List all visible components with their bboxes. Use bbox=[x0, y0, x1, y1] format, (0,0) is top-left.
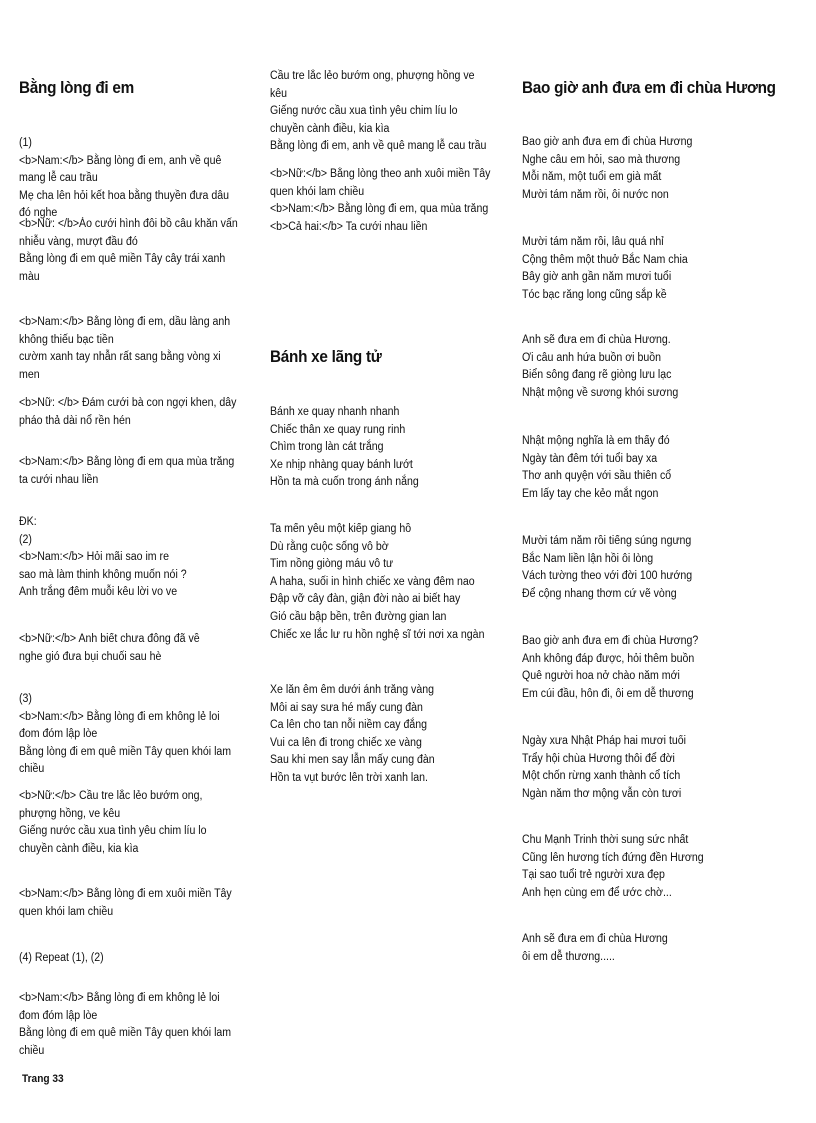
lyric-line: Tóc bạc răng long cũng sắp kề bbox=[522, 288, 667, 301]
lyric-line: Ngàn năm thơ mộng vẫn còn tươi bbox=[522, 787, 682, 800]
lyric-line: <b>Nam:</b> Bằng lòng đi em, dầu làng anh không thiếu bạc tiền bbox=[19, 316, 231, 346]
lyric-line: Mười tám năm rồi, lâu quá nhỉ bbox=[522, 236, 664, 248]
lyric-line: Ca lên cho tan nỗi niềm cay đắng bbox=[270, 719, 428, 732]
lyric-line: cườm xanh tay nhẫn rất sang bằng vòng xi men bbox=[19, 351, 221, 381]
lyric-stanza bbox=[19, 395, 240, 430]
lyric-line: Quê người hoa nở chào năm mới bbox=[522, 670, 680, 683]
lyric-line: Để cộng nhang thơm cứ vẽ vòng bbox=[522, 587, 677, 600]
lyric-line: Một chốn rừng xanh thành cổ tích bbox=[522, 770, 681, 783]
lyric-line: Cộng thêm một thuở Bắc Nam chia bbox=[522, 253, 688, 266]
lyric-line: Em cúi đầu, hôn đi, ôi em dễ thương bbox=[522, 687, 694, 700]
lyric-line: Nhật mộng nghĩa là em thấy đó bbox=[522, 435, 670, 447]
lyric-line: Biển sông đang rẽ giòng lưu lạc bbox=[522, 369, 672, 382]
lyric-line: Hồn ta mà cuốn trong ánh nắng bbox=[270, 476, 419, 489]
lyric-stanza bbox=[270, 68, 491, 156]
lyric-stanza bbox=[522, 134, 743, 204]
lyric-stanza bbox=[19, 216, 240, 286]
lyric-line: <b>Nam:</b> Hỏi mãi sao im re bbox=[19, 551, 169, 564]
lyric-line: Bằng lòng đi em quê miền Tây quen khói lam chiều bbox=[19, 745, 232, 776]
lyric-line: Anh không đáp được, hỏi thêm buồn bbox=[522, 652, 695, 665]
lyric-line: Tại sao tuổi trẻ người xưa đẹp bbox=[522, 869, 665, 882]
lyric-stanza bbox=[19, 314, 240, 384]
lyric-line: (3) bbox=[19, 693, 32, 705]
lyric-stanza bbox=[270, 166, 491, 236]
lyric-line: (4) Repeat (1), (2) bbox=[19, 952, 104, 964]
lyric-line: Em lấy tay che kẻo mắt ngon bbox=[522, 487, 659, 500]
lyric-line: sao mà làm thinh không muốn nói ? bbox=[19, 568, 187, 581]
lyric-stanza bbox=[19, 788, 240, 858]
lyric-line: Chìm trong làn cát trắng bbox=[270, 441, 384, 454]
lyric-line: Nghe câu em hỏi, sao mà thương bbox=[522, 153, 681, 166]
lyric-line: <b>Nam:</b> Bằng lòng đi em, qua mùa trăng bbox=[270, 203, 489, 216]
lyric-line: <b>Nữ:</b> Bằng lòng theo anh xuôi miền Tây quen khói lam chiều bbox=[270, 168, 491, 198]
lyric-stanza bbox=[522, 733, 743, 803]
lyric-stanza bbox=[19, 135, 240, 223]
lyric-line: Ta mến yêu một kiếp giang hồ bbox=[270, 523, 412, 535]
lyric-line: <b>Nam:</b> Bằng lòng đi em, anh về quê mang lễ cau trầu bbox=[19, 154, 222, 185]
lyric-line: <b>Nam:</b> Bằng lòng đi em qua mùa trăng ta cưới nhau liền bbox=[19, 456, 235, 486]
lyric-stanza bbox=[19, 631, 240, 666]
lyric-stanza bbox=[19, 691, 240, 779]
lyric-line: Chiếc thân xe quay rung rinh bbox=[270, 423, 406, 436]
lyric-line: Trẩy hội chùa Hương thôi để đời bbox=[522, 752, 675, 765]
lyric-line: Xe nhịp nhàng quay bánh lướt bbox=[270, 458, 413, 471]
lyric-line: <b>Nam:</b> Bằng lòng đi em xuôi miền Tây quen khói lam chiều bbox=[19, 888, 232, 918]
lyric-line: Bánh xe quay nhanh nhanh bbox=[270, 406, 400, 418]
lyric-line: <b>Nữ: </b>Áo cưới hình đôi bồ câu khăn vấn nhiễu vàng, mượt đầu đó bbox=[19, 218, 238, 248]
lyric-line: A haha, suối in hình chiếc xe vàng đêm nao bbox=[270, 575, 475, 588]
lyric-line: Anh sẽ đưa em đi chùa Hương bbox=[522, 933, 668, 945]
lyric-line: Bao giờ anh đưa em đi chùa Hương? bbox=[522, 635, 699, 647]
lyric-line: (2) bbox=[19, 533, 32, 546]
lyric-line: Anh hẹn cùng em để ước chờ... bbox=[522, 886, 672, 899]
lyric-line: Mẹ cha lên hỏi kết hoa bằng thuyền đưa dâu đó nghe bbox=[19, 189, 230, 220]
lyric-line: Cầu tre lắc lẻo bướm ong, phượng hồng ve kêu bbox=[270, 70, 475, 100]
lyric-line: Xe lăn êm êm dưới ánh trăng vàng bbox=[270, 684, 435, 696]
lyric-stanza bbox=[270, 521, 491, 644]
lyric-line: Chu Mạnh Trinh thời sung sức nhất bbox=[522, 834, 689, 846]
lyric-line: Bây giờ anh gần năm mươi tuổi bbox=[522, 271, 672, 284]
lyric-stanza bbox=[19, 990, 240, 1060]
lyric-stanza bbox=[19, 950, 240, 968]
song-title-bang-long-di-em: Bằng lòng đi em bbox=[19, 78, 134, 97]
lyric-stanza bbox=[19, 886, 240, 921]
lyric-stanza bbox=[522, 633, 743, 703]
lyric-line: Bằng lòng đi em, anh về quê mang lễ cau trầu bbox=[270, 140, 487, 153]
lyric-line: Chiếc xe lắc lư ru hồn nghệ sĩ tới nơi xa ngàn bbox=[270, 628, 485, 641]
lyric-line: <b>Nữ:</b> Anh biết chưa đông đã về bbox=[19, 633, 200, 645]
song-title-bao-gio-anh-dua-em-di-chua-huong: Bao giờ anh đưa em đi chùa Hương bbox=[522, 78, 776, 97]
lyric-line: Mười tám năm rồi, ôi nước non bbox=[522, 188, 669, 201]
lyric-line: Dù rằng cuộc sống vô bờ bbox=[270, 540, 389, 553]
lyric-line: nghe gió đưa bụi chuối sau hè bbox=[19, 650, 162, 663]
lyric-stanza bbox=[522, 832, 743, 902]
lyric-line: Giếng nước cầu xua tình yêu chim líu lo chuyền cành điều, kia kìa bbox=[270, 105, 458, 135]
lyric-line: Bắc Nam liền lận hồi ôi lòng bbox=[522, 552, 654, 565]
lyric-line: (1) bbox=[19, 137, 32, 149]
lyric-line: Hồn ta vụt bước lên trời xanh lan. bbox=[270, 771, 428, 784]
lyric-stanza bbox=[522, 332, 743, 402]
lyric-line: Mỗi năm, một tuổi em già mất bbox=[522, 171, 662, 184]
lyric-line: <b>Cả hai:</b> Ta cưới nhau liền bbox=[270, 220, 428, 233]
lyric-line: Vui ca lên đi trong chiếc xe vàng bbox=[270, 736, 422, 749]
lyric-line: ĐK: bbox=[19, 516, 37, 528]
lyric-line: Tim nồng giòng máu vô tư bbox=[270, 558, 394, 571]
lyric-line: Gió cầu bập bền, trên đường gian lan bbox=[270, 610, 447, 623]
lyric-line: Thơ anh quyện với sầu thiên cổ bbox=[522, 470, 672, 483]
lyric-stanza bbox=[270, 404, 491, 492]
lyric-line: <b>Nữ: </b> Đám cưới bà con ngợi khen, dây pháo thả dài nổ rền hén bbox=[19, 397, 237, 427]
lyric-line: <b>Nữ:</b> Cầu tre lắc lẻo bướm ong, phượng hồng, ve kêu bbox=[19, 790, 203, 820]
lyric-line: ôi em dễ thương..... bbox=[522, 950, 615, 963]
lyric-line: <b>Nam:</b> Bằng lòng đi em không lẻ loi đom đóm lập lòe bbox=[19, 992, 220, 1022]
page-number: Trang 33 bbox=[22, 1073, 64, 1085]
lyric-line: Ơi câu anh hứa buồn ơi buồn bbox=[522, 351, 661, 364]
lyric-line: Ngày tàn đêm tới tuổi bay xa bbox=[522, 452, 658, 465]
lyric-line: Nhật mộng về sương khói sương bbox=[522, 386, 679, 399]
lyric-line: Bằng lòng đi em quê miền Tây cây trái xanh màu bbox=[19, 253, 226, 283]
lyric-stanza bbox=[270, 682, 491, 788]
lyric-stanza bbox=[522, 234, 743, 304]
lyric-stanza bbox=[522, 533, 743, 603]
lyric-line: Đập vỡ cây đàn, giận đời nào ai biết hay bbox=[270, 593, 461, 606]
lyric-stanza bbox=[522, 931, 743, 966]
lyric-stanza bbox=[522, 433, 743, 503]
lyric-line: Vách tường theo với đời 100 hướng bbox=[522, 570, 693, 583]
lyric-line: <b>Nam:</b> Bằng lòng đi em không lẻ loi đom đóm lập lòe bbox=[19, 710, 220, 741]
lyric-line: Anh sẽ đưa em đi chùa Hương. bbox=[522, 334, 671, 346]
lyric-stanza bbox=[19, 454, 240, 489]
lyric-line: Ngày xưa Nhật Pháp hai mươi tuổi bbox=[522, 735, 687, 747]
lyric-line: Bao giờ anh đưa em đi chùa Hương bbox=[522, 136, 693, 148]
lyric-line: Môi ai say sưa hé mấy cung đàn bbox=[270, 701, 423, 714]
lyric-line: Mười tám năm rồi tiếng súng ngưng bbox=[522, 535, 692, 547]
song-title-banh-xe-lang-tu: Bánh xe lãng tử bbox=[270, 347, 382, 366]
lyric-line: Giếng nước cầu xua tình yêu chim líu lo chuyền cành điều, kia kìa bbox=[19, 825, 207, 855]
lyric-line: Cũng lên hương tích đứng đền Hương bbox=[522, 851, 704, 864]
lyric-stanza bbox=[19, 514, 240, 602]
lyric-line: Sau khi men say lẫn mấy cung đàn bbox=[270, 754, 435, 767]
lyric-line: Anh trắng đêm muỗi kêu lời vo ve bbox=[19, 586, 178, 599]
lyric-line: Bằng lòng đi em quê miền Tây quen khói lam chiều bbox=[19, 1027, 232, 1057]
